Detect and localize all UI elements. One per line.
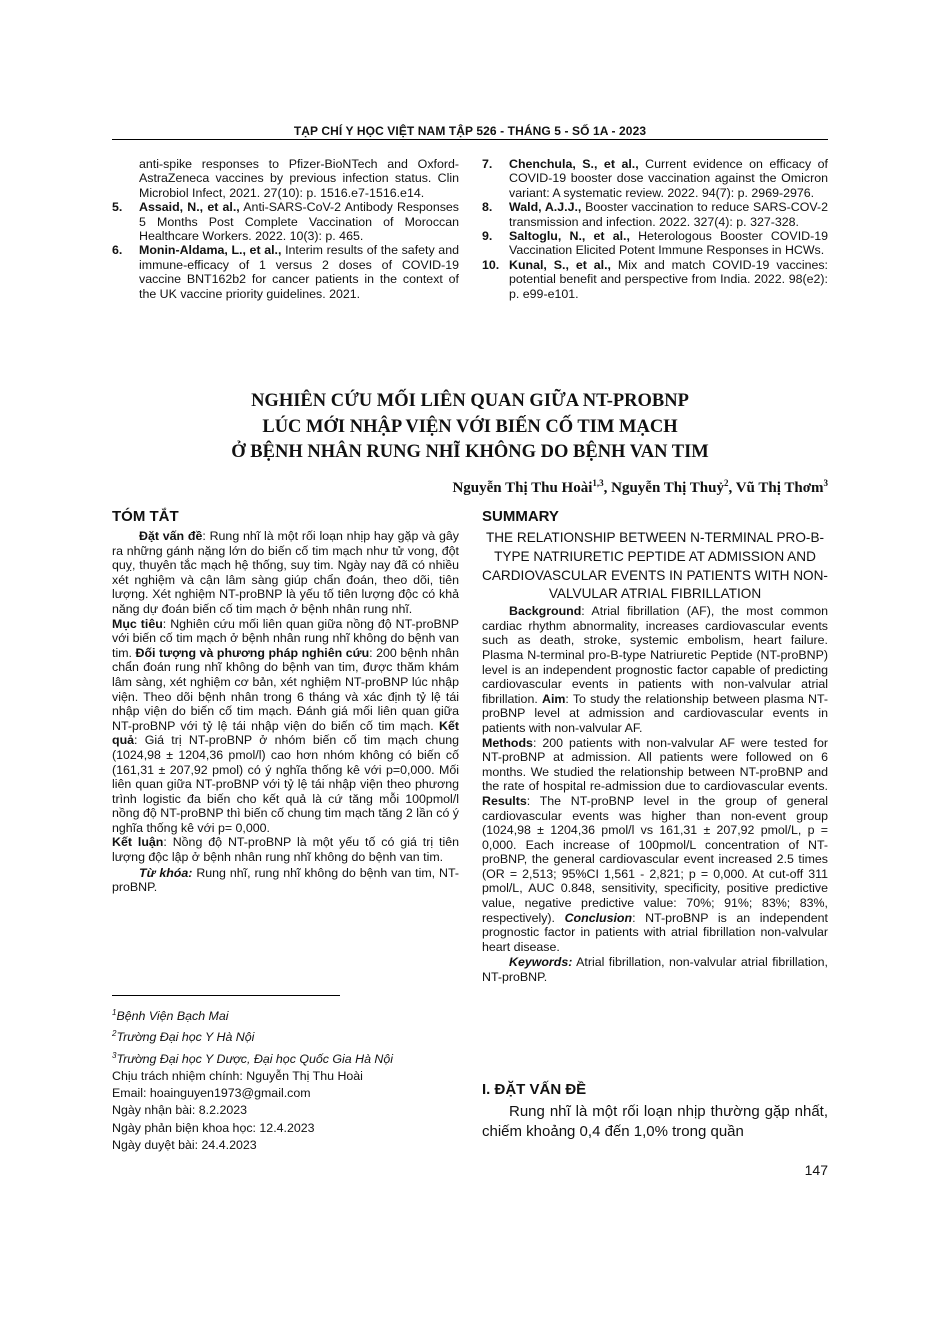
- reference-item: [482, 229, 828, 258]
- reference-text: anti-spike responses to Pfizer-BioNTech and Oxford-AstraZeneca vaccines by previous infection status. Clin Microbiol Infect, 2021. 27(10): p. 1516.e7-1516.e14.: [139, 157, 459, 200]
- footnote-rule: [112, 995, 340, 996]
- affiliation: $^1$Bệnh Viện Bạch Mai: [112, 1008, 229, 1024]
- page-number: 147: [804, 1162, 828, 1178]
- english-summary: [482, 508, 828, 985]
- abstract-label: Methods: [482, 735, 533, 750]
- reference-number: 7.: [482, 157, 493, 171]
- introduction-section: [482, 1081, 828, 1141]
- abstract-label: Aim: [542, 691, 566, 706]
- reference-number: 10.: [482, 257, 500, 272]
- reference-text: Current evidence on efficacy of COVID-19 booster dose vaccination against the Omicron variant: A systematic review. 2022. 94(7): p. 2969-2976.: [509, 157, 828, 200]
- section-heading: I. ĐẶT VẤN ĐỀ: [482, 1081, 587, 1098]
- author-affiliation: 2: [723, 478, 729, 488]
- references-right: [482, 157, 828, 301]
- title-line: Ở BỆNH NHÂN RUNG NHĨ KHÔNG DO BỆNH VAN TIM: [231, 442, 709, 462]
- reference-number: 6.: [112, 243, 123, 258]
- vietnamese-abstract: [112, 508, 459, 895]
- abstract-text: : Nghiên cứu mối liên quan giữa nồng độ NT-proBNP với biến cố tim mạch ở bệnh nhân rung nhĩ không do bệnh van tim.: [112, 616, 459, 660]
- abstract-label: Results: [482, 793, 527, 808]
- reference-text: Heterologous Booster COVID-19 Vaccination Elicited Potent Immune Responses in HCWs.: [509, 229, 828, 258]
- journal-header: TẠP CHÍ Y HỌC VIỆT NAM TẬP 526 - THÁNG 5 - SỐ 1A - 2023: [293, 124, 647, 138]
- abstract-text: : 200 bệnh nhân chẩn đoán rung nhĩ không do bệnh van tim, được thăm khám lâm sàng, xét nghiệm cơ bản, xét nghiệm NT-proBNP lúc nhập viện. Theo dõi bệnh nhân trong 6 tháng và xác định tỷ lệ tái nhập viện do biến cố tim mạch. Đánh giá mối liên quan giữa NT-proBNP với tỷ lệ tái nhập viện do biến cố tim mạch.: [112, 645, 459, 733]
- author-list: [452, 478, 828, 497]
- reference-author: Kunal, S., et al.,: [509, 257, 611, 272]
- abstract-text: : The NT-proBNP level in the group of general cardiovascular events was higher than non-event group (1024,98 ± 1204,36 pmol/l vs 161,31 ± 207,92 pmol/L, p = 0,000. Each increase of 100pmol/L concentration of NT-proBNP, the general cardiovascular event increased 2.5 times (OR = 2,513; 95%CI 1,561 - 2,821; p = 0,000. At cut-off 311 pmol/L, AUC 0.848, sensitivity, specificity, positive predictive value, negative predictive value: 70%; 91%; 83%; 83%, respectively).: [482, 793, 828, 925]
- reference-number: 5.: [112, 200, 123, 215]
- reference-author: Assaid, N., et al.,: [139, 200, 240, 215]
- abstract-paragraph: [482, 604, 828, 735]
- abstract-text: : Giá trị NT-proBNP ở nhóm biến cố tim mạch chung (1024,98 ± 1204,36 pmol/l) cao hơn nhóm không có biến cố (161,31 ± 207,92 pmol) có ý nghĩa thống kê với p=0,000. Mối liên quan giữa NT-proBNP với tỷ lệ tái nhập viện theo phương trình logistic đa biến cho kết quả là cứ tăng mỗi 100pmol/l nồng độ NT-proBNP thì biến cố chung tim mạch tăng 2 lần có ý nghĩa thống kê với p= 0,000.: [112, 733, 459, 835]
- date-approved: Ngày duyệt bài: 24.4.2023: [112, 1137, 257, 1152]
- header-rule: [112, 139, 828, 140]
- section-heading: TÓM TẮT: [112, 508, 179, 525]
- abstract-text: : Atrial fibrillation (AF), the most common cardiac rhythm abnormality, increases cardiovascular events such as death, stroke, systemic embolism, heart failure. Plasma N-terminal pro-B-type Natriuretic Peptide (NT-proBNP) level is an independent prognostic factor capable of predicting cardiovascular events in patients with non-valvular atrial fibrillation.: [482, 604, 828, 706]
- reference-text: Mix and match COVID-19 vaccines: potential benefit and perspective from India. 2022. 98(e2): p. e99-e101.: [509, 257, 829, 301]
- author-name: Nguyễn Thị Thu Hoài: [452, 480, 593, 496]
- reference-number: 8.: [482, 200, 493, 215]
- section-heading: SUMMARY: [482, 508, 559, 525]
- reference-author: Chenchula, S., et al.,: [509, 157, 639, 171]
- abstract-paragraph: [112, 529, 459, 617]
- abstract-text: : NT-proBNP is an independent prognostic factor in patients with atrial fibrillation non-valvular heart disease.: [482, 910, 828, 954]
- reference-item: [112, 200, 459, 243]
- abstract-label: Đặt vấn đề: [139, 529, 203, 543]
- author-name: , Nguyễn Thị Thuỷ: [603, 480, 724, 496]
- abstract-label: Đối tượng và phương pháp nghiên cứu: [135, 645, 370, 660]
- abstract-label: Kết luận: [112, 835, 164, 850]
- reference-text: Anti-SARS-CoV-2 Antibody Responses 5 Months Post Complete Vaccination of Moroccan Healthcare Workers. 2022. 10(3): p. 465.: [139, 200, 459, 244]
- author-affiliation: 3: [823, 478, 828, 488]
- reference-item: [482, 258, 828, 301]
- reference-item: [482, 157, 828, 200]
- reference-author: Wald, A.J.J.,: [509, 200, 582, 215]
- reference-item: [482, 200, 828, 229]
- references-left: [112, 157, 459, 301]
- keywords: [482, 955, 828, 984]
- email: Email: hoainguyen1973@gmail.com: [112, 1086, 311, 1101]
- reference-number: 9.: [482, 229, 493, 244]
- keywords-label: Từ khóa:: [139, 865, 193, 880]
- title-line: NGHIÊN CỨU MỐI LIÊN QUAN GIỮA NT-PROBNP: [251, 391, 689, 411]
- date-received: Ngày nhận bài: 8.2.2023: [112, 1103, 248, 1118]
- date-reviewed: Ngày phản biện khoa học: 12.4.2023: [112, 1120, 315, 1135]
- title-line: LÚC MỚI NHẬP VIỆN VỚI BIẾN CỐ TIM MẠCH: [262, 416, 678, 437]
- author-name: , Vũ Thị Thơm: [728, 480, 824, 496]
- reference-text: Interim results of the safety and immune-efficacy of 1 versus 2 doses of COVID-19 vaccine BNT162b2 for cancer patients in the context of the UK vaccine priority guidelines. 2021.: [139, 243, 459, 301]
- summary-title: THE RELATIONSHIP BETWEEN N-TERMINAL PRO-B-TYPE NATRIURETIC PEPTIDE AT ADMISSION AND CARDIOVASCULAR EVENTS IN PATIENTS WITH NON-VALVULAR ATRIAL FIBRILLATION: [482, 530, 828, 602]
- abstract-label: Conclusion: [564, 910, 633, 925]
- abstract-label: Kết quả: [112, 718, 459, 748]
- reference-item: [112, 243, 459, 301]
- affiliation: $^3$Trường Đại học Y Dược, Đại học Quốc Gia Hà Nội: [112, 1050, 393, 1066]
- reference-item: [112, 157, 459, 200]
- keywords-text: Atrial fibrillation, non-valvular atrial fibrillation, NT-proBNP.: [482, 955, 828, 985]
- abstract-paragraph: [482, 736, 828, 955]
- abstract-text: : 200 patients with non-valvular AF were tested for NT-proBNP at admission. All patients were followed on 6 months. We studied the relationship between NT-proBNP and the rate of hospital re-admission due to cardiovascular events.: [482, 735, 828, 794]
- body-paragraph: Rung nhĩ là một rối loạn nhịp thường gặp nhất, chiếm khoảng 0,4 đến 1,0% trong quần: [482, 1103, 828, 1140]
- abstract-text: : Nồng độ NT-proBNP là một yếu tố có giá trị tiên lượng độc lập ở bệnh nhân rung nhĩ không do bệnh van tim.: [112, 835, 459, 865]
- abstract-text: : Rung nhĩ là một rối loạn nhịp hay gặp và gây ra những gánh nặng lớn do biến cố tim mạch như tử vong, đột quỵ, thuyên tắc mạch hệ thống, suy tim. Ngày nay đã có nhiều xét nghiệm và cận lâm sàng giúp chẩn đoán, theo dõi, tiên lượng. Xét nghiệm NT-proBNP là yếu tố tiên lượng độc có khả năng dự đoán biến cố tim mạch ở bệnh nhân rung nhĩ.: [112, 529, 459, 616]
- reference-author: Saltoglu, N., et al.,: [509, 229, 630, 244]
- corresponding-author: Chịu trách nhiệm chính: Nguyễn Thị Thu Hoài: [112, 1068, 363, 1083]
- article-title: [112, 389, 828, 466]
- keywords: [112, 866, 459, 895]
- affiliation: $^2$Trường Đại học Y Hà Nội: [112, 1029, 255, 1045]
- footnotes: [112, 1004, 459, 1154]
- abstract-paragraph: [112, 835, 459, 864]
- abstract-paragraph: [112, 617, 459, 836]
- keywords-label: Keywords:: [509, 955, 573, 970]
- reference-text: Booster vaccination to reduce SARS-COV-2 transmission and infection. 2022. 327(4): p. 327-328.: [509, 200, 828, 229]
- reference-author: Monin-Aldama, L., et al.,: [139, 243, 282, 258]
- keywords-text: Rung nhĩ, rung nhĩ không do bệnh van tim, NT-proBNP.: [112, 865, 459, 895]
- abstract-label: Background: [509, 604, 582, 619]
- author-affiliation: 1,3: [592, 478, 604, 488]
- abstract-text: : To study the relationship between plasma NT-proBNP level at admission and cardiovascular events in patients with non-valvular AF.: [482, 691, 829, 735]
- abstract-label: Mục tiêu: [112, 616, 163, 631]
